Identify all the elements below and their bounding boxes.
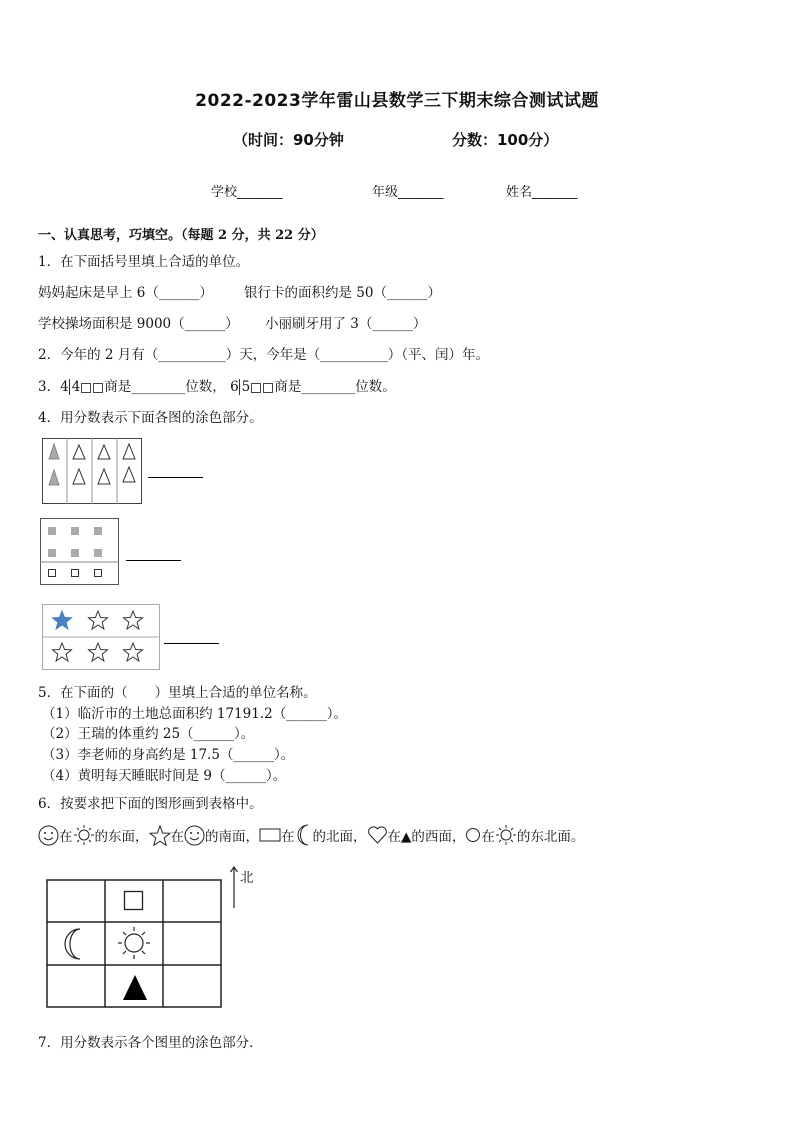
shaded-square-icon: [48, 527, 56, 535]
q3-part2: 4: [69, 379, 81, 395]
rectangle-icon: [259, 827, 281, 843]
circle-icon: [465, 827, 481, 843]
q6-s6: 的北面，: [312, 829, 367, 845]
digit-box-icon: [93, 383, 103, 393]
q3-part5: 商是________位数。: [274, 379, 396, 395]
triangle-grid-figure: [42, 438, 142, 504]
section-heading: 一、认真思考，巧填空。（每题 2 分，共 22 分）: [38, 228, 324, 243]
q1-text: 1．在下面括号里填上合适的单位。: [38, 254, 250, 270]
position-grid: [46, 879, 224, 1009]
q4-text: 4．用分数表示下面各图的涂色部分。: [38, 410, 263, 426]
q6-s1: 在: [59, 829, 73, 845]
exam-score: 分数：100分）: [452, 131, 559, 149]
q5-item-2: （2）王瑞的体重约 25（______）。: [42, 726, 255, 742]
q6-s7: 在▲的西面，: [387, 829, 466, 845]
sun-in-grid-icon: [118, 927, 150, 959]
grade-field: 年级_______: [372, 185, 444, 200]
shaded-square-icon: [94, 527, 102, 535]
q5-item-4: （4）黄明每天睡眠时间是 9（______）。: [42, 768, 287, 784]
q6-s3: 在: [170, 829, 184, 845]
smiley-face-icon: [38, 825, 59, 846]
q2-text: 2．今年的 2 月有（__________）天，今年是（__________）（平、闰）年。: [38, 347, 490, 363]
q7-text: 7．用分数表示各个图里的涂色部分．: [38, 1035, 263, 1051]
name-field: 姓名_______: [506, 185, 578, 200]
q6-instructions: [38, 824, 584, 846]
shaded-square-icon: [71, 549, 79, 557]
north-arrow-icon: [229, 865, 239, 910]
answer-blank: [148, 477, 203, 478]
q3-part1: 3．4: [38, 379, 69, 395]
q6-s8: 在: [481, 829, 495, 845]
q5-text: 5．在下面的（ ）里填上合适的单位名称。: [38, 685, 317, 701]
q6-s4: 的南面，: [205, 829, 259, 845]
q3-part3: 商是________位数， 6: [104, 379, 239, 395]
square-grid-figure: [40, 518, 120, 586]
exam-time: （时间：90分钟: [233, 131, 344, 149]
q6-s2: 的东面，: [94, 829, 149, 845]
answer-blank: [164, 643, 219, 644]
shaded-square-icon: [94, 549, 102, 557]
q3-text: [38, 375, 396, 395]
q6-s5: 在: [281, 829, 295, 845]
star-icon: [149, 825, 171, 846]
sun-icon: [495, 824, 517, 846]
digit-box-icon: [251, 383, 261, 393]
q5-item-3: （3）李老师的身高约是 17.5（______）。: [42, 747, 295, 763]
q1-b: 银行卡的面积约是 50（______）: [244, 285, 441, 301]
q3-part4: 5: [239, 379, 251, 395]
shaded-square-icon: [71, 527, 79, 535]
star-grid-figure: [42, 604, 160, 670]
answer-blank: [126, 560, 181, 561]
sun-icon: [73, 824, 95, 846]
school-field: 学校_______: [211, 185, 283, 200]
q1-d: 小丽刷牙用了 3（______）: [265, 316, 427, 332]
triangle-in-grid-icon: [123, 975, 147, 1000]
q6-s9: 的东北面。: [516, 829, 585, 845]
moon-in-grid-icon: [65, 929, 80, 959]
moon-icon: [295, 824, 313, 846]
page-title: 2022-2023学年雷山县数学三下期末综合测试试题: [195, 91, 599, 111]
square-in-grid-icon: [125, 892, 143, 910]
digit-box-icon: [263, 383, 273, 393]
q6-text: 6．按要求把下面的图形画到表格中。: [38, 796, 263, 812]
digit-box-icon: [81, 383, 91, 393]
shaded-square-icon: [48, 549, 56, 557]
smiley-face-icon: [184, 825, 205, 846]
q1-c: 学校操场面积是 9000（______）: [38, 316, 239, 332]
q5-item-1: （1）临沂市的土地总面积约 17191.2（______）。: [42, 706, 347, 722]
q1-a: 妈妈起床是早上 6（______）: [38, 285, 213, 301]
heart-icon: [367, 825, 388, 845]
north-label: 北: [240, 870, 254, 886]
